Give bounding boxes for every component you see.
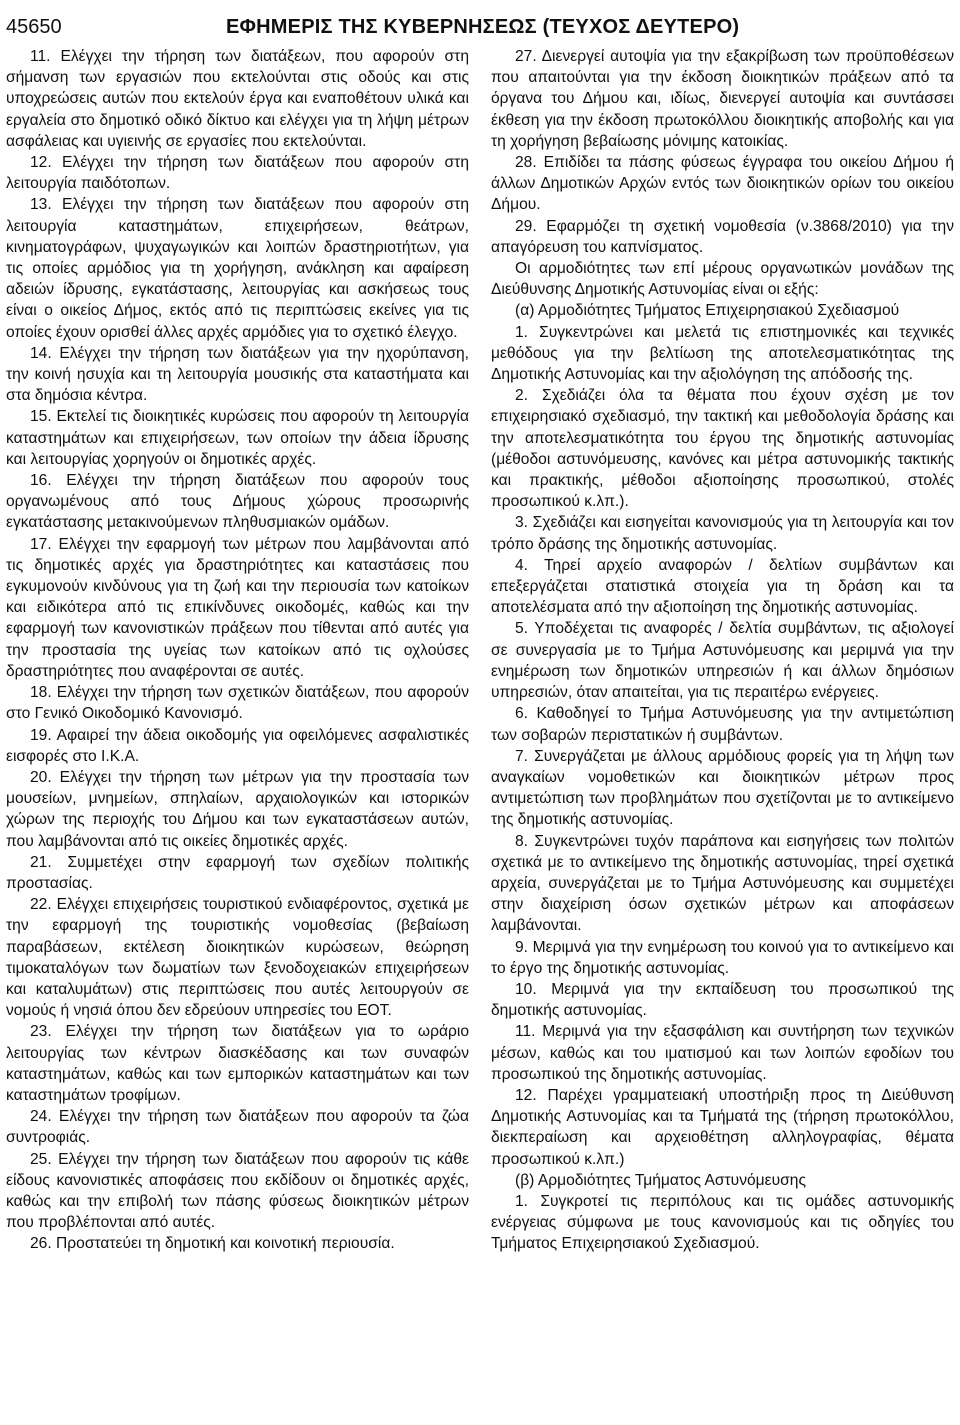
- paragraph: 7. Συνεργάζεται με άλλους αρμόδιους φορείς για τη λήψη των αναγκαίων νομοθετικών και διοικητικών μέτρων προς αντιμετώπιση των προβλημάτων που σχετίζονται με το αντικείμενο της δημοτικής αστυνομίας.: [491, 747, 954, 829]
- paragraph: 12. Παρέχει γραμματειακή υποστήριξη προς τη Διεύθυνση Δημοτικής Αστυνομίας και τα Τμήματά της (τήρηση πρωτοκόλλου, διεκπεραίωση και αρχειοθέτηση αλληλογραφίας, θέματα προσωπικού κ.λπ.): [491, 1086, 954, 1168]
- two-column-body: [6, 46, 954, 1255]
- paragraph: 3. Σχεδιάζει και εισηγείται κανονισμούς για τη λειτουργία και τον τρόπο δράσης της δημοτικής αστυνομίας.: [491, 514, 954, 553]
- journal-title: ΕΦΗΜΕΡΙΣ ΤΗΣ ΚΥΒΕΡΝΗΣΕΩΣ (ΤΕΥΧΟΣ ΔΕΥΤΕΡΟ): [226, 16, 740, 38]
- paragraph: 5. Υποδέχεται τις αναφορές / δελτία συμβάντων, τις αξιολογεί σε συνεργασία με το Τμήμα Αστυνόμευσης και μεριμνά για την ενημέρωση των δημοτικών υπηρεσιών ή και άλλων δημόσιων υπηρεσιών, όταν απαιτείται, για τις περαιτέρω ενέργειες.: [491, 620, 954, 702]
- right-column: [491, 46, 954, 1255]
- paragraph: 6. Καθοδηγεί το Τμήμα Αστυνόμευσης για την αντιμετώπιση των σοβαρών περιστατικών ή συμβάντων.: [491, 705, 954, 744]
- paragraph: 20. Ελέγχει την τήρηση των μέτρων για την προστασία των μουσείων, μνημείων, σπηλαίων, αρχαιολογικών και ιστορικών χώρων της περιοχής του Δήμου και των εγκαταστάσεων αυτών, που λαμβάνονται από τις οικείες δημοτικές αρχές.: [6, 768, 469, 850]
- paragraph: (β) Αρμοδιότητες Τμήματος Αστυνόμευσης: [515, 1171, 806, 1189]
- paragraph: 19. Αφαιρεί την άδεια οικοδομής για οφειλόμενες ασφαλιστικές εισφορές στο Ι.Κ.Α.: [6, 726, 469, 765]
- paragraph: 21. Συμμετέχει στην εφαρμογή των σχεδίων πολιτικής προστασίας.: [6, 853, 469, 892]
- paragraph: 8. Συγκεντρώνει τυχόν παράπονα και εισηγήσεις των πολιτών σχετικά με το αντικείμενο της δημοτικής αστυνομίας, τηρεί σχετικά αρχεία, συνεργάζεται με το Τμήμα Αστυνόμευσης και συμμετέχει στην διαχείριση όσων σχετικών μέτρων και αποφάσεων λαμβάνονται.: [491, 832, 954, 935]
- paragraph: 11. Μεριμνά για την εξασφάλιση και συντήρηση των τεχνικών μέσων, καθώς και του ιματισμού και των λοιπών εφοδίων του προσωπικού της δημοτικής αστυνομίας.: [491, 1023, 954, 1083]
- paragraph: 15. Εκτελεί τις διοικητικές κυρώσεις που αφορούν τη λειτουργία καταστημάτων και επιχειρήσεων, των οποίων την άδεια ίδρυσης και λειτουργίας χορηγούν οι δημοτικές αρχές.: [6, 408, 469, 468]
- paragraph: 24. Ελέγχει την τήρηση των διατάξεων που αφορούν τα ζώα συντροφιάς.: [6, 1108, 469, 1147]
- paragraph: 1. Συγκροτεί τις περιπόλους και τις ομάδες αστυνομικής ενέργειας σύμφωνα με τους κανονισμούς και τις οδηγίες του Τμήματος Επιχειρησιακού Σχεδιασμού.: [491, 1192, 954, 1253]
- paragraph: 10. Μεριμνά για την εκπαίδευση του προσωπικού της δημοτικής αστυνομίας.: [491, 980, 954, 1020]
- paragraph: 1. Συγκεντρώνει και μελετά τις επιστημονικές και τεχνικές μεθόδους για την βελτίωση της αποτελεσματικότητας της Δημοτικής Αστυνομίας και την αξιολόγηση της απόδοσής της.: [491, 323, 954, 384]
- paragraph: 2. Σχεδιάζει όλα τα θέματα που έχουν σχέση με τον επιχειρησιακό σχεδιασμό, την τακτική και μεθοδολογία δράσης και την αποτελεσματικότητα του έργου της δημοτικής αστυνομίας (μέθοδοι αστυνόμευσης, κανόνες και μέτρα αστυνομικής τακτικής και πρακτικής, μέθοδοι αξιοποίησης προσωπικού, στολές προσωπικού κ.λπ.).: [491, 387, 954, 511]
- page-header: [6, 0, 954, 38]
- paragraph: 13. Ελέγχει την τήρηση των διατάξεων που αφορούν στη λειτουργία καταστημάτων, επιχειρήσεων, θεάτρων, κινηματογράφων, ψυχαγωγικών και λοιπών δραστηριοτήτων, για τις οποίες αρμόδιος για τη χορήγηση, ανάκληση και αφαίρεση αδειών ίδρυσης, εγκατάστασης, λειτουργίας και ασκήσεως τους είναι ο οικείος Δήμος, εκτός από τις περιπτώσεις εκείνες για τις οποίες έχουν ορισθεί άλλες αρχές αρμόδιες για το σχετικό έλεγχο.: [6, 196, 469, 341]
- paragraph: 18. Ελέγχει την τήρηση των σχετικών διατάξεων, που αφορούν στο Γενικό Οικοδομικό Κανονισμό.: [6, 684, 469, 723]
- paragraph: 23. Ελέγχει την τήρηση των διατάξεων για το ωράριο λειτουργίας των κέντρων διασκέδασης και των συναφών καταστημάτων, καθώς και των εμπορικών καταστημάτων και των καταστημάτων τροφίμων.: [6, 1023, 469, 1104]
- paragraph: Οι αρμοδιότητες των επί μέρους οργανωτικών μονάδων της Διεύθυνσης Δημοτικής Αστυνομίας είναι οι εξής:: [491, 260, 954, 299]
- paragraph: 29. Εφαρμόζει τη σχετική νομοθεσία (ν.3868/2010) για την απαγόρευση του καπνίσματος.: [491, 217, 954, 256]
- left-column: [6, 46, 469, 1255]
- paragraph: 4. Τηρεί αρχείο αναφορών / δελτίων συμβάντων και επεξεργάζεται στατιστικά στοιχεία για τη δράση και τα αποτελέσματα από την αξιοποίηση της δημοτικής αστυνομίας.: [491, 556, 954, 617]
- page-number: 45650: [6, 16, 62, 38]
- paragraph: 22. Ελέγχει επιχειρήσεις τουριστικού ενδιαφέροντος, σχετικά με την εφαρμογή της τουριστικής νομοθεσίας (βεβαίωση παραβάσεων, εκτέλεση διοικητικών κυρώσεων, θεώρηση τιμοκαταλόγων των δωματίων των ξενοδοχειακών επιχειρήσεων και καταλυμάτων) στις περιπτώσεις που αυτές λειτουργούν σε νομούς ή νησιά όπου δεν εδρεύουν υπηρεσίες του ΕΟΤ.: [6, 896, 469, 1020]
- paragraph: 17. Ελέγχει την εφαρμογή των μέτρων που λαμβάνονται από τις δημοτικές αρχές για δραστηριότητες και καταστάσεις που εγκυμονούν κινδύνους για τη ζωή και την περιουσία των κατοίκων και ειδικότερα από τις επικίνδυνες οικοδομές, καθώς και την εφαρμογή των κανονιστικών πράξεων που τίθενται από αυτές για την προστασία της υγείας των κατοίκων από τις οχλούσες δραστηριότητες που αναφέρονται σε αυτές.: [6, 535, 469, 680]
- paragraph: 12. Ελέγχει την τήρηση των διατάξεων που αφορούν στη λειτουργία παιδότοπων.: [6, 154, 469, 193]
- paragraph: (α) Αρμοδιότητες Τμήματος Επιχειρησιακού Σχεδιασμού: [515, 302, 900, 320]
- paragraph: 28. Επιδίδει τα πάσης φύσεως έγγραφα του οικείου Δήμου ή άλλων Δημοτικών Αρχών εντός των διοικητικών ορίων του οικείου Δήμου.: [491, 154, 954, 214]
- paragraph: 27. Διενεργεί αυτοψία για την εξακρίβωση των προϋποθέσεων που απαιτούνται για την έκδοση διοικητικών πράξεων από τα όργανα του Δήμου και, ιδίως, διενεργεί αυτοψία και συντάσσει έκθεση για την έκδοση πρωτοκόλλου διοικητικής αποβολής και για τη χορήγηση βεβαίωσης μόνιμης κατοικίας.: [491, 48, 954, 150]
- paragraph: 26. Προστατεύει τη δημοτική και κοινοτική περιουσία.: [30, 1235, 395, 1253]
- paragraph: 16. Ελέγχει την τήρηση διατάξεων που αφορούν τους οργανωμένους από τους Δήμους χώρους προσωρινής εγκατάστασης μετακινούμενων πληθυσμιακών ομάδων.: [6, 472, 469, 532]
- paragraph: 11. Ελέγχει την τήρηση των διατάξεων, που αφορούν στη σήμανση των εργασιών που εκτελούνται στις οδούς και στις υποχρεώσεις αυτών που εκτελούν έργα και εναποθέτουν υλικά και εργαλεία στο δημοτικό οδικό δίκτυο και ελέγχει για τη λήψη μέτρων ασφάλειας και υγιεινής σε εργασίες που εκτελούνται.: [6, 48, 469, 150]
- paragraph: 25. Ελέγχει την τήρηση των διατάξεων που αφορούν τις κάθε είδους κανονιστικές αποφάσεις που εκδίδουν οι δημοτικές αρχές, καθώς και την επιβολή των πάσης φύσεως διοικητικών μέτρων που προβλέπονται από αυτές.: [6, 1150, 469, 1232]
- paragraph: 9. Μεριμνά για την ενημέρωση του κοινού για το αντικείμενο και το έργο της δημοτικής αστυνομίας.: [491, 938, 954, 977]
- paragraph: 14. Ελέγχει την τήρηση των διατάξεων για την ηχορύπανση, την κοινή ησυχία και τη λειτουργία μουσικής στα καταστήματα και στα δημόσια κέντρα.: [6, 344, 469, 405]
